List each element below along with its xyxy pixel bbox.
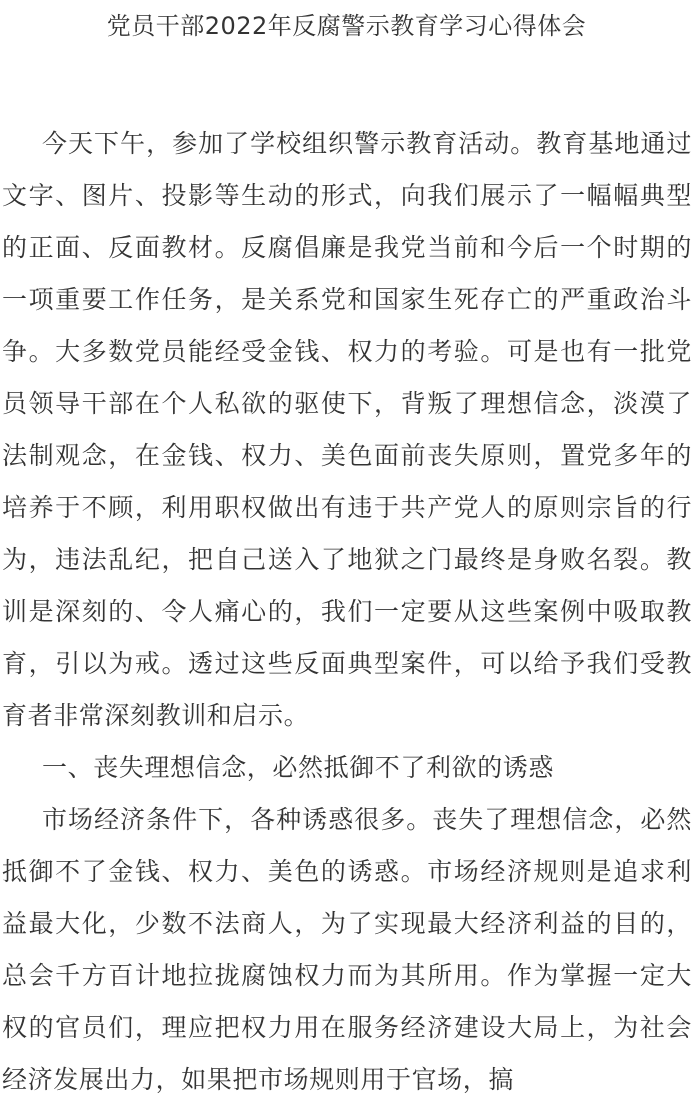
document-title: 党员干部2022年反腐警示教育学习心得体会 <box>106 12 587 40</box>
body-paragraph-intro: 今天下午，参加了学校组织警示教育活动。教育基地通过文字、图片、投影等生动的形式，向我们展示了一幅幅典型的正面、反面教材。反腐倡廉是我党当前和今后一个时期的一项重要工作任务，是关系党和国家生死存亡的严重政治斗争。大多数党员能经受金钱、权力的考验。可是也有一批党员领导干部在个人私欲的驱使下，背叛了理想信念，淡漠了法制观念，在金钱、权力、美色面前丧失原则，置党多年的培养于不顾，利用职权做出有违于共产党人的原则宗旨的行为，违法乱纪，把自己送入了地狱之门最终是身败名裂。教训是深刻的、令人痛心的，我们一定要从这些案例中吸取教育，引以为戒。透过这些反面典型案件，可以给予我们受教育者非常深刻教训和启示。 <box>2 129 692 730</box>
section-heading-1: 一、丧失理想信念，必然抵御不了利欲的诱惑 <box>42 753 555 782</box>
body-paragraph-section-1: 市场经济条件下，各种诱惑很多。丧失了理想信念，必然抵御不了金钱、权力、美色的诱惑。市场经济规则是追求利益最大化，少数不法商人，为了实现最大经济利益的目的，总会千方百计地拉拢腐蚀权力而为其所用。作为掌握一定大权的官员们，理应把权力用在服务经济建设大局上，为社会经济发展出力，如果把市场规则用于官场，搞 <box>2 805 692 1094</box>
document-body <box>2 118 692 1097</box>
